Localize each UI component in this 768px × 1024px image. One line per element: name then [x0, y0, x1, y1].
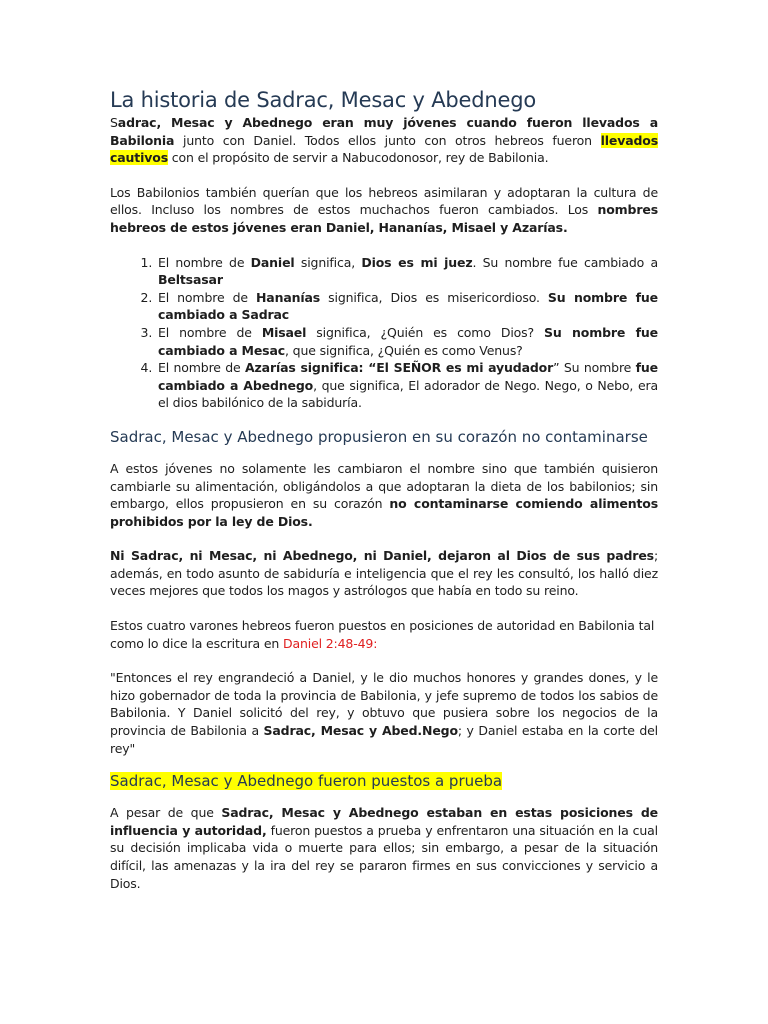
faith-text: ; además, en todo asunto de sabiduría e inteligencia que el rey les consultó, los halló diez veces mejores que todos los magos y astrólogos que había en todo su reino. — [110, 548, 658, 599]
faith-bold: Ni Sadrac, ni Mesac, ni Abednego, ni Daniel, dejaron al Dios de sus padres — [110, 548, 654, 564]
names-paragraph — [110, 184, 658, 237]
section-heading-highlight: Sadrac, Mesac y Abednego fueron puestos a prueba — [110, 772, 503, 791]
list-item — [156, 359, 658, 412]
list-text: significa, — [294, 254, 362, 270]
names-list — [110, 254, 658, 412]
scripture-link[interactable]: Daniel 2:48-49: — [282, 635, 378, 651]
intro-text: S — [110, 115, 118, 130]
list-item — [156, 324, 658, 359]
list-text: , que significa, ¿Quién es como Venus? — [285, 342, 523, 358]
list-text: ” Su nombre — [553, 360, 636, 376]
list-bold: Azarías significa: “El SEÑOR es mi ayudador — [245, 360, 554, 376]
diet-text: A estos jóvenes no solamente les cambiaron el nombre sino que también quisieron cambiarle su alimentación, obligándolos a que adoptaran la dieta de los babilonios; sin embargo, ellos propusieron en su corazón — [110, 460, 658, 512]
diet-bold: no contaminarse comiendo alimentos prohibidos por la ley de Dios. — [110, 496, 658, 529]
list-bold: Su nombre fue cambiado a Sadrac — [158, 289, 659, 323]
test-paragraph — [110, 804, 658, 892]
intro-paragraph — [110, 114, 658, 167]
intro-text: con el propósito de servir a Nabucodonosor, rey de Babilonia. — [167, 150, 549, 166]
section-heading: Sadrac, Mesac y Abednego propusieron en su corazón no contaminarse — [110, 427, 648, 446]
list-text: , que significa, El adorador de Nego. Nego, o Nebo, era el dios babilónico de la sabiduría. — [158, 377, 658, 411]
list-text: El nombre de — [158, 289, 256, 305]
faith-paragraph — [110, 547, 658, 600]
names-bold: nombres hebreos de estos jóvenes eran Daniel, Hananías, Misael y Azarías. — [110, 202, 658, 235]
names-text: Los Babilonios también querían que los hebreos asimilaran y adoptaran la cultura de ellos. Incluso los nombres de estos muchachos fueron cambiados. Los — [110, 184, 658, 218]
list-item — [156, 254, 658, 289]
quote-text: "Entonces el rey engrandeció a Daniel, y le dio muchos honores y grandes dones, y le hizo gobernador de toda la provincia de Babilonia, y jefe supremo de todos los sabios de Babilonia. Y Daniel solicitó del rey, y obtuvo que pusiera sobre los negocios de la provincia de Babilonia a — [110, 670, 658, 739]
quote-text: ; y Daniel estaba en la corte del rey" — [110, 723, 658, 756]
intro-highlight: llevados cautivos — [110, 132, 658, 166]
test-text: fueron puestos a prueba y enfrentaron una situación en la cual su decisión implicaba vida o muerte para ellos; sin embargo, a pesar de la situación difícil, las amenazas y la ira del rey se pararon firmes en sus convicciones y servicio a Dios. — [110, 822, 658, 891]
quote-bold: Sadrac, Mesac y Abed.Nego — [263, 723, 458, 739]
list-bold: Su nombre fue cambiado a Mesac — [158, 324, 658, 358]
list-bold: Hananías — [256, 289, 321, 305]
test-text: A pesar de que — [110, 805, 222, 821]
list-text: El nombre de — [158, 254, 251, 270]
authority-paragraph — [110, 617, 658, 652]
list-bold: Daniel — [250, 254, 295, 270]
list-item — [156, 289, 658, 324]
diet-paragraph — [110, 460, 658, 530]
list-text: significa, ¿Quién es como Dios? — [306, 324, 545, 340]
intro-bold: adrac, Mesac y Abednego eran muy jóvenes cuando fueron llevados a Babilonia — [110, 115, 658, 148]
list-text: . Su nombre fue cambiado a — [472, 254, 658, 270]
list-bold: Dios es mi juez — [361, 254, 473, 270]
section-heading — [110, 771, 658, 791]
page-title: La historia de Sadrac, Mesac y Abednego — [110, 88, 537, 112]
list-bold: Misael — [261, 324, 307, 340]
test-bold: Sadrac, Mesac y Abednego estaban en estas posiciones de influencia y autoridad, — [110, 805, 659, 838]
list-text: El nombre de — [158, 360, 246, 376]
intro-text: junto con Daniel. Todos ellos junto con otros hebreos fueron — [174, 132, 601, 148]
list-bold: Beltsasar — [158, 272, 223, 288]
list-text: significa, Dios es misericordioso. — [320, 289, 548, 305]
authority-text: Estos cuatro varones hebreos fueron puestos en posiciones de autoridad en Babilonia tal como lo dice la escritura en — [110, 618, 655, 651]
quote-paragraph — [110, 669, 658, 757]
list-bold: fue cambiado a Abednego — [158, 360, 658, 393]
list-text: El nombre de — [158, 324, 262, 340]
